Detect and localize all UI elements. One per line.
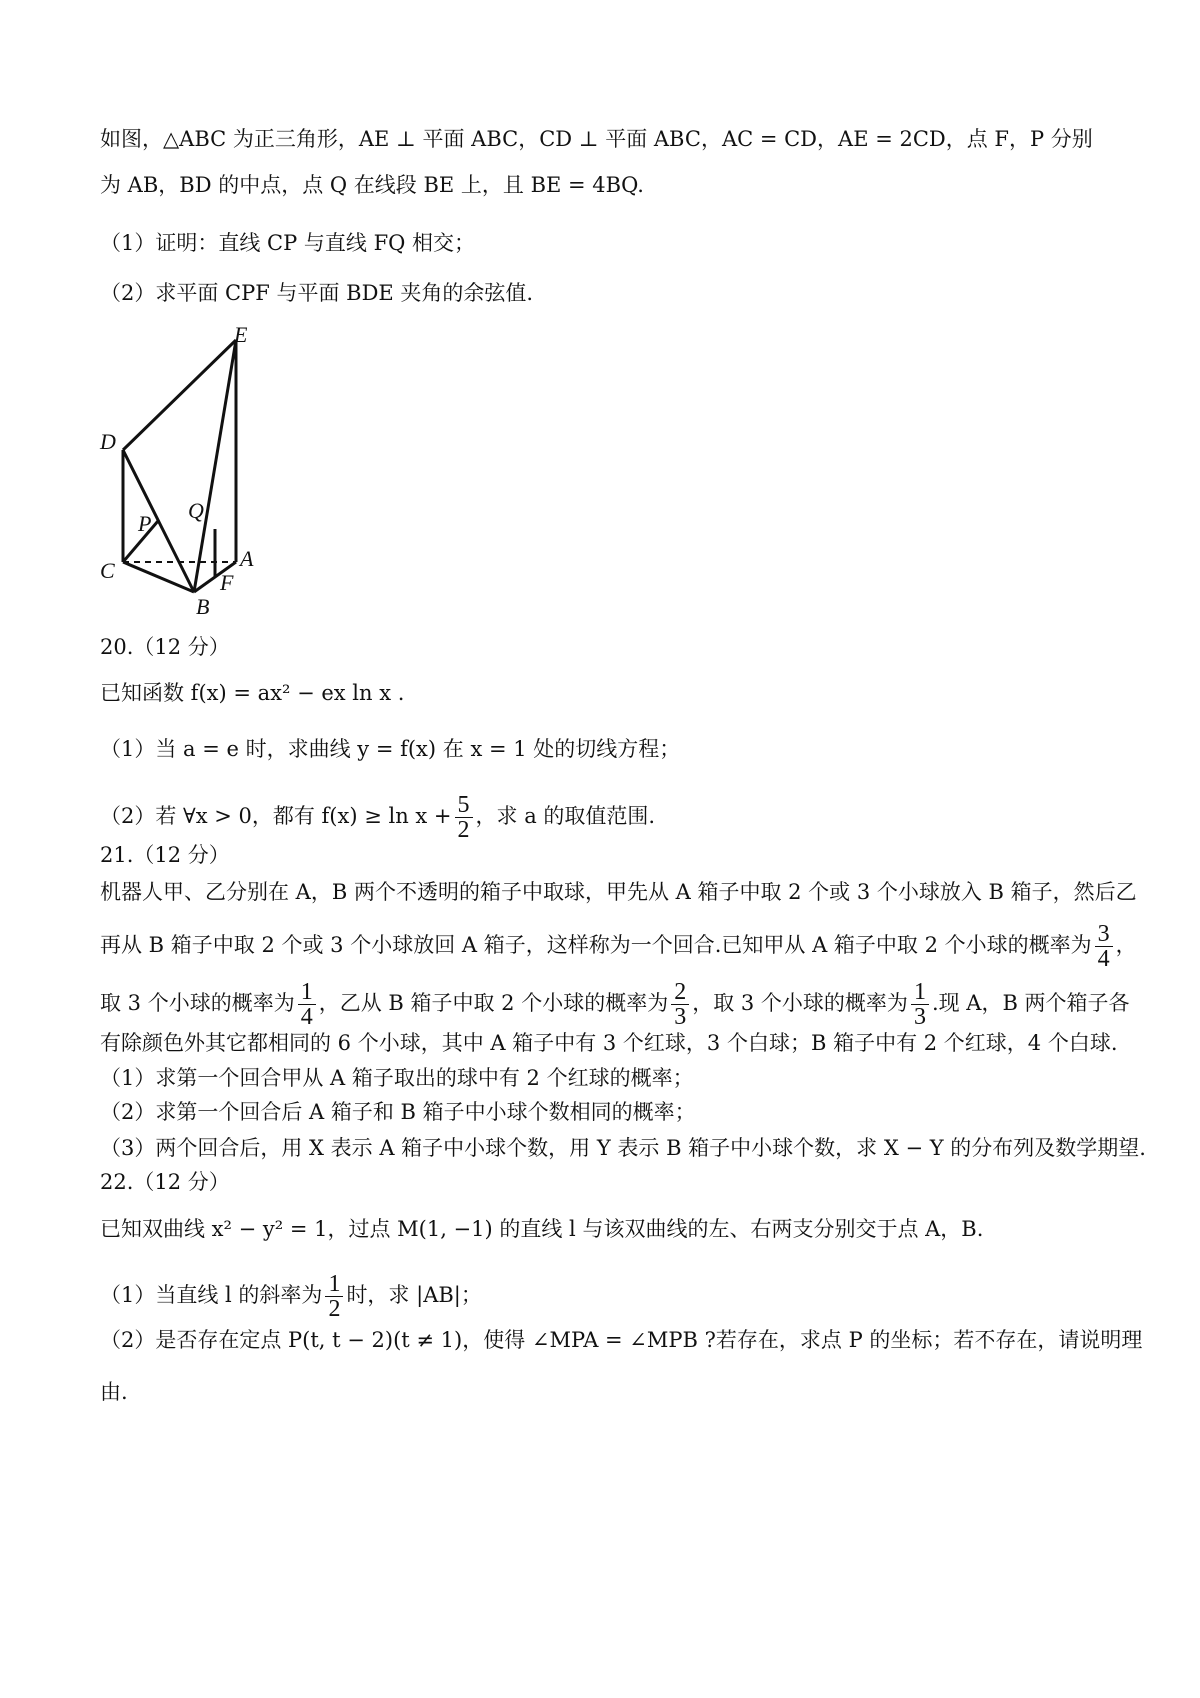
- q22-part2-line2: 由.: [100, 1380, 128, 1404]
- fraction: $\frac{1}{2}$: [325, 1272, 343, 1321]
- q21-part1: （1）求第一个回合甲从 A 箱子取出的球中有 2 个红球的概率；: [100, 1066, 694, 1090]
- q21-part3: （3）两个回合后，用 X 表示 A 箱子中小球个数，用 Y 表示 B 箱子中小球个数，求 X − Y 的分布列及数学期望.: [100, 1136, 1146, 1160]
- q21-part2: （2）求第一个回合后 A 箱子和 B 箱子中小球个数相同的概率；: [100, 1100, 696, 1124]
- fraction: $\frac{2}{3}$: [671, 980, 689, 1029]
- label-D: D: [100, 429, 116, 454]
- q20-part2: [100, 793, 655, 842]
- q22-stem: 已知双曲线 x² − y² = 1，过点 M(1, −1) 的直线 l 与该双曲线的左、右两支分别交于点 A，B.: [100, 1217, 984, 1241]
- fraction: $\frac{5}{2}$: [455, 793, 473, 842]
- fraction: $\frac{1}{3}$: [911, 980, 929, 1029]
- q22-header: 22.（12 分）: [100, 1170, 230, 1194]
- edge-DB: [123, 450, 194, 592]
- q21-header: 21.（12 分）: [100, 843, 230, 867]
- q22-part1: （1）当直线 l 的斜率为 $\frac{1}{2}$ 时，求 |AB|；: [100, 1271, 482, 1322]
- q20-part2-pre: （2）若 ∀x > 0，都有 f(x) ≥ ln x +: [100, 804, 452, 828]
- fraction: $\frac{3}{4}$: [1095, 922, 1113, 971]
- edge-CB: [123, 562, 194, 592]
- label-A: A: [240, 546, 254, 571]
- q22-part2-line1: （2）是否存在定点 P(t, t − 2)(t ≠ 1)，使得 ∠MPA = ∠MPB ?若存在，求点 P 的坐标；若不存在，请说明理: [100, 1328, 1143, 1352]
- q20-header: 20.（12 分）: [100, 635, 230, 659]
- q21-line4: 有除颜色外其它都相同的 6 个小球，其中 A 箱子中有 3 个红球，3 个白球；B 箱子中有 2 个红球，4 个白球.: [100, 1031, 1118, 1055]
- label-F: F: [220, 570, 234, 595]
- label-B: B: [196, 594, 210, 619]
- q21-line1: 机器人甲、乙分别在 A，B 两个不透明的箱子中取球，甲先从 A 箱子中取 2 个或 3 个小球放入 B 箱子，然后乙: [100, 880, 1137, 904]
- q19-part2: （2）求平面 CPF 与平面 BDE 夹角的余弦值.: [100, 281, 534, 305]
- q21-line3: 取 3 个小球的概率为 $\frac{1}{4}$ ，乙从 B 箱子中取 2 个小球的概率为 $\frac{2}{3}$ ，取 3 个小球的概率为 $\frac{1}{3}$ .现 A，B 两个箱子各: [100, 979, 1130, 1030]
- q20-stem: 已知函数 f(x) = ax² − ex ln x .: [100, 681, 405, 705]
- label-Q: Q: [188, 498, 204, 523]
- q20-part2-post: ，求 a 的取值范围.: [475, 804, 656, 828]
- label-E: E: [234, 322, 248, 347]
- q19-part1: （1）证明：直线 CP 与直线 FQ 相交；: [100, 231, 476, 255]
- geometry-figure: [96, 322, 296, 622]
- q19-stem-line1: 如图，△ABC 为正三角形，AE ⊥ 平面 ABC，CD ⊥ 平面 ABC，AC = CD，AE = 2CD，点 F，P 分别: [100, 127, 1093, 151]
- q19-stem-line2: 为 AB，BD 的中点，点 Q 在线段 BE 上，且 BE = 4BQ.: [100, 173, 644, 197]
- q20-part1: （1）当 a = e 时，求曲线 y = f(x) 在 x = 1 处的切线方程；: [100, 737, 681, 761]
- fraction: $\frac{1}{4}$: [298, 980, 316, 1029]
- q21-line2: 再从 B 箱子中取 2 个或 3 个小球放回 A 箱子，这样称为一个回合.已知甲从 A 箱子中取 2 个小球的概率为 $\frac{3}{4}$ ，: [100, 921, 1137, 972]
- label-C: C: [100, 558, 115, 583]
- label-P: P: [138, 511, 152, 536]
